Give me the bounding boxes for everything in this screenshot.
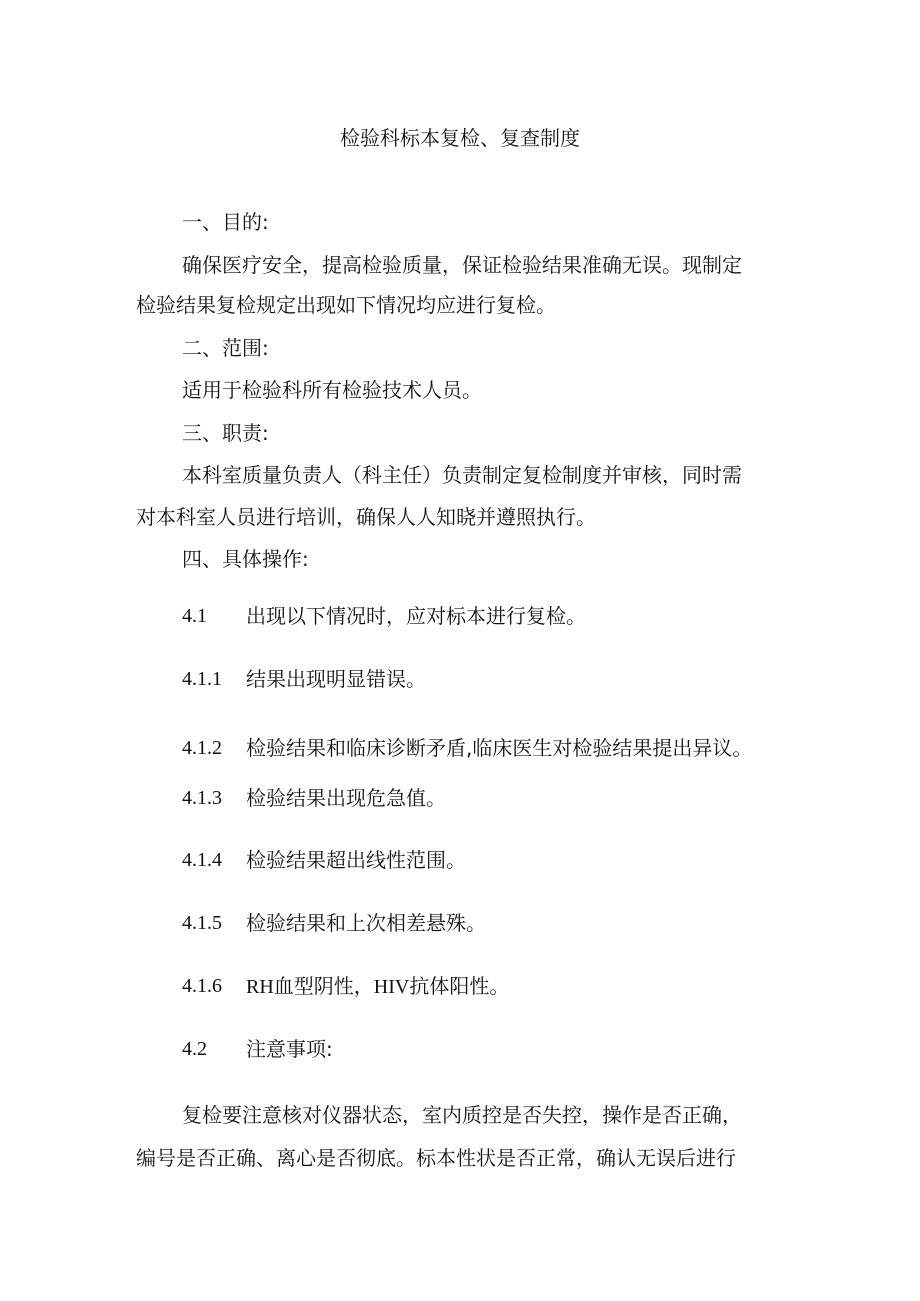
section-heading-operations: 四、具体操作: xyxy=(182,547,309,571)
section-heading-purpose: 一、目的: xyxy=(182,210,269,234)
document-title: 检验科标本复检、复查制度 xyxy=(340,126,580,150)
note-paragraph-line-2: 编号是否正确、离心是否彻底。标本性状是否正常，确认无误后进行 xyxy=(136,1146,736,1170)
purpose-paragraph-line-1: 确保医疗安全，提高检验质量，保证检验结果准确无误。现制定 xyxy=(182,253,742,277)
item-number: 4.1.4 xyxy=(182,849,222,871)
item-text-suffix: 抗体阳性。 xyxy=(409,974,510,998)
responsibility-paragraph-line-2: 对本科室人员进行培训，确保人人知晓并遵照执行。 xyxy=(136,505,596,529)
item-text: 注意事项: xyxy=(246,1037,333,1061)
item-text xyxy=(246,974,509,999)
note-paragraph-line-1: 复检要注意核对仪器状态，室内质控是否失控，操作是否正确， xyxy=(182,1103,742,1127)
item-text-prefix: RH xyxy=(246,976,274,998)
item-number: 4.1.1 xyxy=(182,668,222,690)
item-text: 检验结果超出线性范围。 xyxy=(246,848,466,872)
item-number: 4.2 xyxy=(182,1038,207,1060)
section-heading-scope: 二、范围: xyxy=(182,336,269,360)
item-text-mid: 血型阴性， xyxy=(273,974,374,998)
item-text-mid2: HIV xyxy=(373,976,410,998)
responsibility-paragraph-line-1: 本科室质量负责人（科主任）负责制定复检制度并审核，同时需 xyxy=(182,463,742,487)
item-number: 4.1 xyxy=(182,605,207,627)
item-number: 4.1.6 xyxy=(182,975,222,997)
item-text: 出现以下情况时，应对标本进行复检。 xyxy=(246,604,586,628)
item-text: 结果出现明显错误。 xyxy=(246,667,426,691)
item-number: 4.1.3 xyxy=(182,787,222,809)
item-number: 4.1.2 xyxy=(182,737,222,759)
purpose-paragraph-line-2: 检验结果复检规定出现如下情况均应进行复检。 xyxy=(136,293,556,317)
item-text: 检验结果和上次相差悬殊。 xyxy=(246,911,486,935)
section-heading-responsibility: 三、职责: xyxy=(182,421,269,445)
item-text: 检验结果出现危急值。 xyxy=(246,786,446,810)
item-text: 检验结果和临床诊断矛盾,临床医生对检验结果提出异议。 xyxy=(246,736,753,760)
scope-paragraph-line-1: 适用于检验科所有检验技术人员。 xyxy=(182,378,482,402)
item-number: 4.1.5 xyxy=(182,912,222,934)
